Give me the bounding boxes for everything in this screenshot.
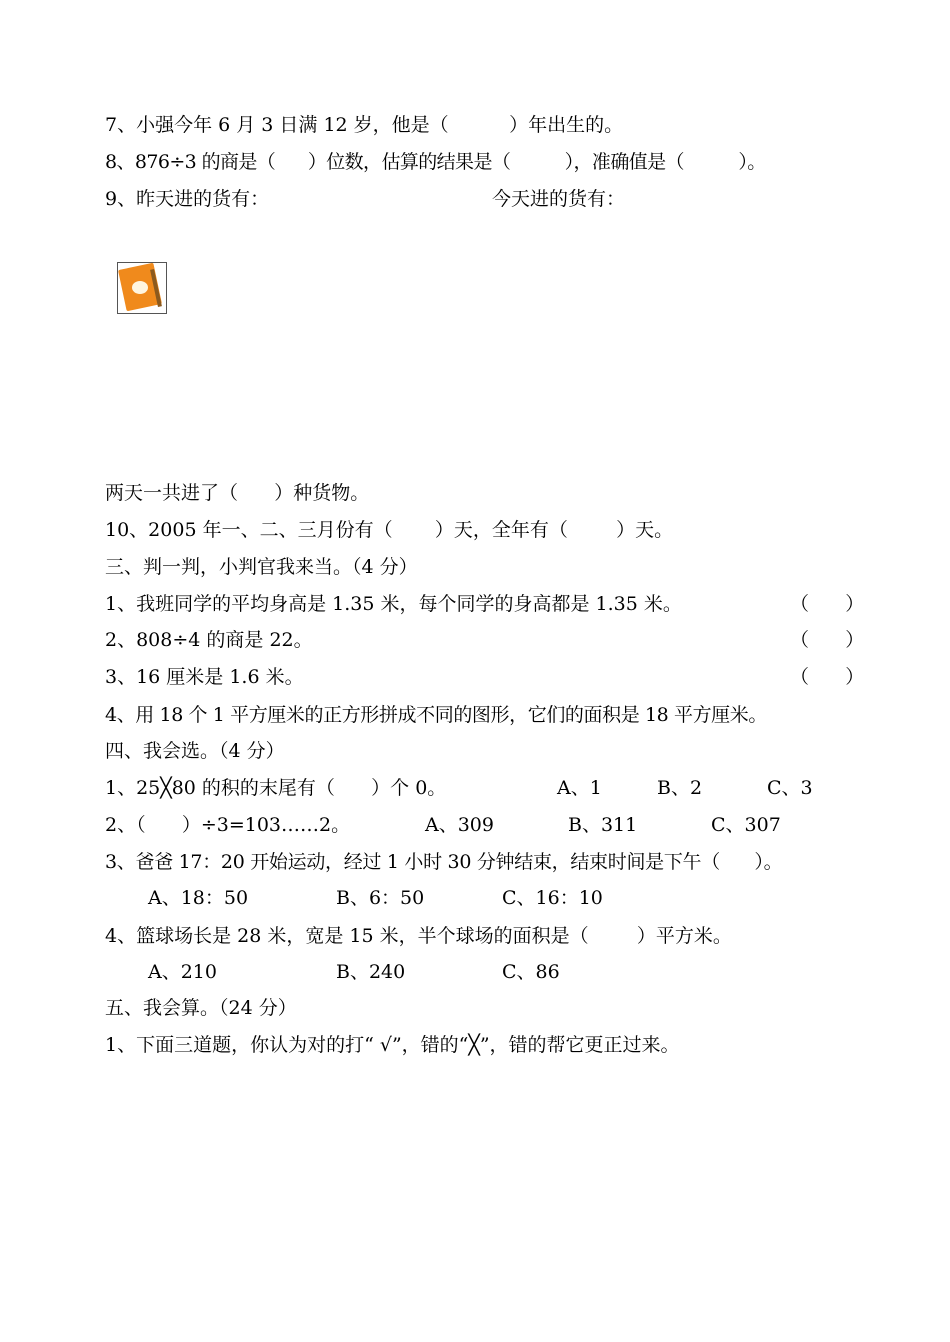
option-b: B、6：50 [336,887,425,909]
option-c: C、16：10 [502,887,603,909]
notebook-icon [117,262,167,314]
option-c: C、86 [502,961,560,983]
question-8: 8、876÷3 的商是（ ）位数，估算的结果是（ ），准确值是（ ）。 [105,151,766,173]
section-3-item-4: 4、用 18 个 1 平方厘米的正方形拼成不同的图形，它们的面积是 18 平方厘米。 [105,704,767,726]
option-a: A、210 [148,961,217,983]
section-4-title: 四、我会选。（4 分） [105,740,285,762]
question-7: 7、小强今年 6 月 3 日满 12 岁，他是（ ）年出生的。 [105,114,624,136]
section-3-title: 三、判一判，小判官我来当。（4 分） [105,556,418,578]
section-4-item-1: 1、25╳80 的积的末尾有（ ）个 0。 [105,777,447,799]
section-3-item-2: 2、808÷4 的商是 22。 [105,629,313,651]
option-c: C、3 [767,777,813,799]
option-b: B、240 [336,961,406,983]
section-4-item-4: 4、篮球场长是 28 米，宽是 15 米，半个球场的面积是（ ）平方米。 [105,925,732,947]
section-4-item-3: 3、爸爸 17：20 开始运动，经过 1 小时 30 分钟结束，结束时间是下午（ ）。 [105,851,783,873]
answer-paren-1: （ ） [790,593,865,615]
section-5-title: 五、我会算。（24 分） [105,997,297,1019]
answer-paren-3: （ ） [790,666,865,688]
section-5-item-1: 1、下面三道题，你认为对的打“ √”，错的“╳”，错的帮它更正过来。 [105,1034,680,1056]
answer-paren-2: （ ） [790,629,865,651]
section-4-item-2: 2、（ ）÷3=103……2。 [105,814,351,836]
question-10: 10、2005 年一、二、三月份有（ ）天，全年有（ ）天。 [105,519,674,541]
question-9-right: 今天进的货有： [492,188,626,210]
option-c: C、307 [711,814,781,836]
option-a: A、1 [557,777,602,799]
option-a: A、18：50 [148,887,249,909]
question-9-left: 9、昨天进的货有： [105,188,270,210]
section-3-item-3: 3、16 厘米是 1.6 米。 [105,666,304,688]
question-9-total: 两天一共进了（ ）种货物。 [105,482,370,504]
section-3-item-1: 1、我班同学的平均身高是 1.35 米，每个同学的身高都是 1.35 米。 [105,593,682,615]
option-b: B、311 [568,814,638,836]
option-a: A、309 [425,814,494,836]
option-b: B、2 [657,777,703,799]
